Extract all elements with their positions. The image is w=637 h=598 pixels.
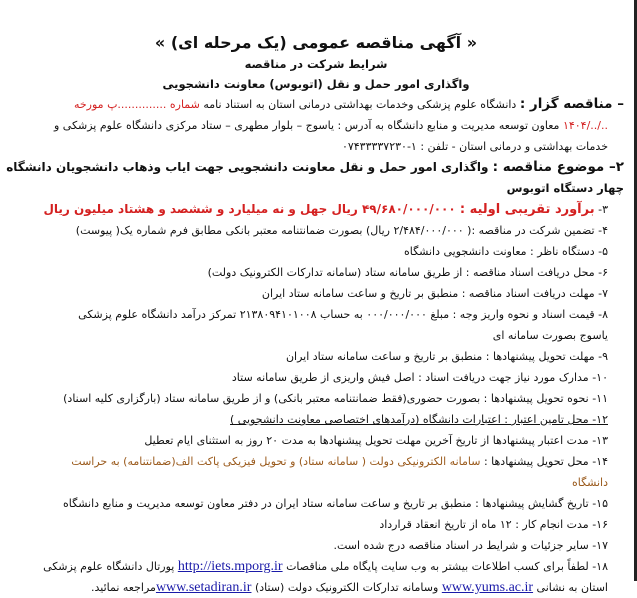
subject-text: واگذاری امور حمل و نقل معاونت دانشجویی جهت ایاب وذهاب دانشجویان دانشگاه: [6, 160, 493, 174]
tender-notice-document: [8, 0, 624, 598]
tenderer-phone: خدمات بهداشتی و درمانی استان - تلفن : ۱-۰۷۴۳۳۳۳۷۲۳۰: [341, 140, 608, 153]
item-18-cont: [8, 577, 624, 598]
item-7: ۷- مهلت دریافت اسناد مناقصه : منطبق بر تاریخ و ساعت سامانه ستاد ایران: [261, 287, 608, 300]
tenderer-address: معاون توسعه مدیریت و منابع دانشگاه به آدرس : یاسوج – بلوار مطهری – ستاد مرکزی دانشگاه علوم پزشکی و: [53, 119, 563, 132]
estimate-value: ۴۹/۶۸۰/۰۰۰/۰۰۰ ریال جهل و نه میلیارد و ششصد و هشتاد میلیون ریال: [43, 202, 460, 216]
item-18-text-d: وسامانه تدارکات الکترونیک دولت (ستاد): [251, 581, 442, 594]
notice-subject-heading: واگذاری امور حمل و نقل (اتوبوس) معاونت دانشجویی: [162, 77, 470, 91]
setadiran-link[interactable]: www.setadiran.ir: [155, 580, 252, 595]
item-9: ۹- مهلت تحویل پیشنهادها : منطبق بر تاریخ و ساعت سامانه ستاد ایران: [285, 350, 608, 363]
iets-link[interactable]: http://iets.mporg.ir: [177, 559, 283, 574]
notice-title: « آگهی مناقصه عمومی (یک مرحله ای) »: [154, 33, 478, 52]
letter-number: شماره ..............پ مورخه: [73, 98, 200, 111]
item-4: ۴- تضمین شرکت در مناقصه :( ۲/۴۸۴/۰۰۰/۰۰۰ ریال) بصورت ضمانتنامه معتبر بانکی مطابق فرم شماره یک( پیوست): [75, 224, 608, 237]
section-subject: [8, 157, 624, 178]
item-18: [8, 556, 624, 577]
tenderer-label: – مناقصه گزار :: [519, 96, 624, 112]
item-14: [8, 451, 624, 472]
estimate-label: برآورد تقریبی اولیه :: [459, 202, 595, 217]
yums-link[interactable]: www.yums.ac.ir: [441, 580, 534, 595]
item-15: ۱۵- تاریخ گشایش پیشنهادها : منطبق بر تاریخ و ساعت سامانه ستاد ایران در دفتر معاون توسعه مدیریت و منابع دانشگاه: [63, 497, 608, 510]
item-8-cont: یاسوج بصورت سامانه ای: [492, 329, 608, 342]
notice-subtitle: شرایط شرکت در مناقصه: [244, 57, 388, 71]
section-tenderer: [8, 94, 624, 115]
item-18-text-b: پورتال دانشگاه علوم پزشکی: [43, 560, 178, 573]
item-18-text-c: استان به نشانی: [533, 581, 608, 594]
item-14-label: ۱۴- محل تحویل پیشنهادها :: [480, 455, 608, 468]
item-18-text: ۱۸- لطفاً برای کسب اطلاعات بیشتر به وب سایت پایگاه ملی مناقصات: [282, 560, 608, 573]
item-11: ۱۱- نحوه تحویل پیشنهادها : بصورت حضوری(فقط ضمانتنامه معتبر بانکی) و از طریق سامانه ستاد (بارگزاری کلیه اسناد): [63, 392, 608, 405]
tenderer-text: دانشگاه علوم پزشکی وخدمات بهداشتی درمانی استان به استناد نامه: [199, 98, 520, 111]
section-tenderer-cont: [8, 115, 624, 136]
item-13: ۱۳- مدت اعتبار پیشنهادها از تاریخ آخرین مهلت تحویل پیشنهادها به مدت ۲۰ روز به استثنای ایام تعطیل: [144, 434, 608, 447]
estimate-prefix: ۳-: [594, 203, 608, 216]
item-12: ۱۲- محل تامین اعتبار : اعتبارات دانشگاه (درآمدهای اختصاصی معاونت دانشجویی ): [230, 413, 608, 426]
item-8: ۸- قیمت اسناد و نحوه واریز وجه : مبلغ ۰۰۰/۰۰۰/۰۰۰ به حساب ۲۱۳۸۰۹۴۱۰۱۰۰۸ تمرکز درآمد دانشگاه علوم پزشکی: [78, 308, 608, 321]
item-14-location: سامانه الکترونیکی دولت ( سامانه ستاد) و تحویل فیزیکی پاکت الف(ضمانتنامه) به حراست: [71, 455, 481, 468]
subject-text-cont: چهار دستگاه اتوبوس: [506, 181, 624, 195]
item-16: ۱۶- مدت انجام کار : ۱۲ ماه از تاریخ انعقاد قرارداد: [379, 518, 608, 531]
section-estimate: [8, 199, 624, 220]
item-17: ۱۷- سایر جزئیات و شرایط در اسناد مناقصه درج شده است.: [333, 539, 608, 552]
item-6: ۶- محل دریافت اسناد مناقصه : از طریق سامانه ستاد (سامانه تدارکات الکترونیک دولت): [207, 266, 608, 279]
item-14-cont: دانشگاه: [571, 476, 608, 489]
item-5: ۵- دستگاه ناظر : معاونت دانشجویی دانشگاه: [403, 245, 608, 258]
subject-label: ۲– موضوع مناقصه :: [492, 159, 624, 175]
item-10: ۱۰- مدارک مورد نیاز جهت دریافت اسناد : اصل فیش واریزی از طریق سامانه ستاد: [231, 371, 608, 384]
letter-date: ../../۱۴۰۴: [562, 119, 608, 132]
item-18-text-e: مراجعه نمائید.: [90, 581, 156, 594]
